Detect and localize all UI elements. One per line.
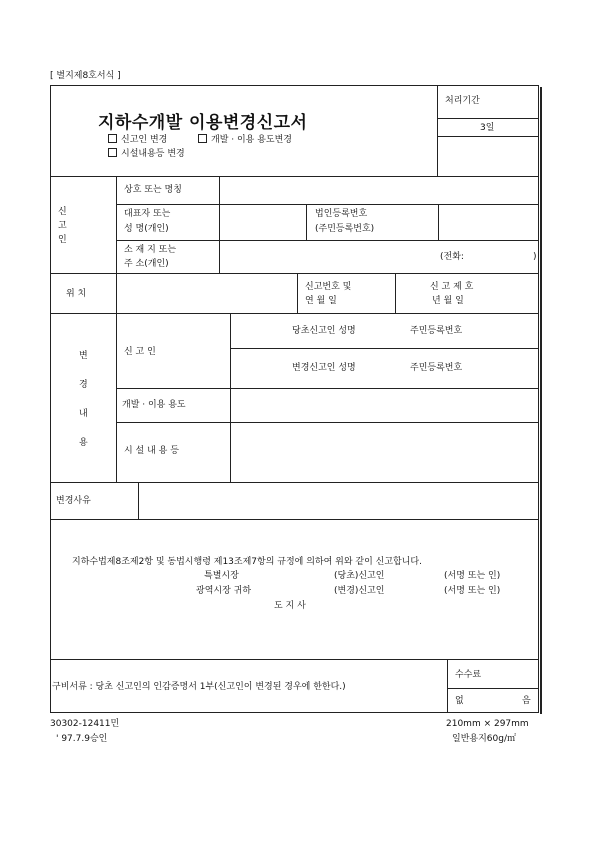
checkbox-usage-change[interactable]: 개발 · 이용 용도변경 xyxy=(198,134,292,145)
fee-label: 수수료 xyxy=(455,670,482,680)
divider xyxy=(50,313,539,314)
divider xyxy=(437,118,539,119)
processing-label: 처리기간 xyxy=(445,96,480,106)
address-label-2: 주 소(개인) xyxy=(124,259,169,269)
report-number-label-2: 연 월 일 xyxy=(305,296,337,306)
fee-value-1: 없 xyxy=(455,696,464,706)
checkbox-icon[interactable] xyxy=(108,134,117,143)
changed-reg-label: 주민등록번호 xyxy=(410,363,463,373)
change-section-label-4: 용 xyxy=(79,438,88,448)
divider xyxy=(306,204,307,240)
divider xyxy=(437,85,438,176)
divider xyxy=(437,136,539,137)
signer-2: (변경)신고인 xyxy=(334,586,385,596)
usage-label: 개발 · 이용 용도 xyxy=(122,400,186,410)
divider xyxy=(395,273,396,313)
signature-1[interactable]: (서명 또는 인) xyxy=(444,571,501,581)
representative-label-1: 대표자 또는 xyxy=(124,209,171,219)
paper-weight: 일반용지60g/㎡ xyxy=(452,734,516,744)
frame-shadow xyxy=(540,87,542,714)
representative-field[interactable] xyxy=(220,205,306,240)
location-label: 위 치 xyxy=(66,289,87,299)
divider xyxy=(50,519,539,520)
name-field[interactable] xyxy=(220,177,538,204)
usage-field[interactable] xyxy=(231,389,538,422)
addressee-2: 광역시장 귀하 xyxy=(196,586,252,596)
changed-name-label: 변경신고인 성명 xyxy=(292,363,356,373)
checkbox-reporter-change[interactable]: 신고인 변경 xyxy=(108,134,167,145)
report-number-label-1: 신고번호 및 xyxy=(305,282,352,292)
phone-close: ) xyxy=(533,252,537,262)
form-code: 30302-12411민 xyxy=(50,719,120,729)
reporter-section-label-1: 신 xyxy=(58,207,67,217)
location-field[interactable] xyxy=(117,274,297,313)
change-section-label-3: 내 xyxy=(79,409,88,419)
facility-field[interactable] xyxy=(231,423,538,482)
divider xyxy=(116,176,117,273)
declaration-statement: 지하수법제8조제2항 및 동법시행령 제13조제7항의 규정에 의하여 위와 같이 신고합니다. xyxy=(72,557,422,567)
change-section-label-2: 경 xyxy=(79,380,88,390)
corp-reg-label-1: 법인등록번호 xyxy=(315,209,368,219)
report-number-value-1: 신 고 제 호 xyxy=(430,282,474,292)
divider xyxy=(447,688,539,689)
checkbox-icon[interactable] xyxy=(198,134,207,143)
reporter-section-label-3: 인 xyxy=(58,235,67,245)
addressee-1: 특별시장 xyxy=(204,571,239,581)
name-label: 상호 또는 명칭 xyxy=(124,185,182,195)
reason-field[interactable] xyxy=(139,483,538,519)
checkbox-icon[interactable] xyxy=(108,148,117,157)
corp-reg-label-2: (주민등록번호) xyxy=(315,224,375,234)
representative-label-2: 성 명(개인) xyxy=(124,224,169,234)
checkbox-facility-change[interactable]: 시설내용등 변경 xyxy=(108,148,185,159)
report-number-value-2: 년 월 일 xyxy=(432,296,464,306)
form-number: [ 별지제8호서식 ] xyxy=(50,71,121,81)
address-field[interactable] xyxy=(220,241,538,273)
original-reg-label: 주민등록번호 xyxy=(410,326,463,336)
required-documents: 구비서류 : 당초 신고인의 인감증명서 1부(신고인이 변경된 경우에 한한다.) xyxy=(52,682,346,692)
divider xyxy=(447,659,448,713)
original-name-label: 당초신고인 성명 xyxy=(292,326,356,336)
change-section-label-1: 변 xyxy=(79,351,88,361)
address-label-1: 소 재 지 또는 xyxy=(124,245,177,255)
reporter-section-label-2: 고 xyxy=(58,221,67,231)
signature-2[interactable]: (서명 또는 인) xyxy=(444,586,501,596)
facility-label: 시 설 내 용 등 xyxy=(124,446,179,456)
divider xyxy=(116,313,117,482)
change-reporter-label: 신 고 인 xyxy=(124,347,156,357)
corp-reg-field[interactable] xyxy=(439,205,538,240)
divider xyxy=(297,273,298,313)
addressee-3: 도 지 사 xyxy=(274,601,306,611)
divider xyxy=(50,659,539,660)
phone-label: (전화: xyxy=(440,252,464,262)
signer-1: (당초)신고인 xyxy=(334,571,385,581)
divider xyxy=(230,348,539,349)
form-title: 지하수개발 이용변경신고서 xyxy=(98,113,308,133)
processing-value: 3일 xyxy=(480,123,495,133)
paper-size: 210mm × 297mm xyxy=(446,719,529,729)
fee-value-2: 음 xyxy=(522,696,531,706)
reason-label: 변경사유 xyxy=(56,496,91,506)
approval-date: ' 97.7.9승인 xyxy=(56,734,108,744)
